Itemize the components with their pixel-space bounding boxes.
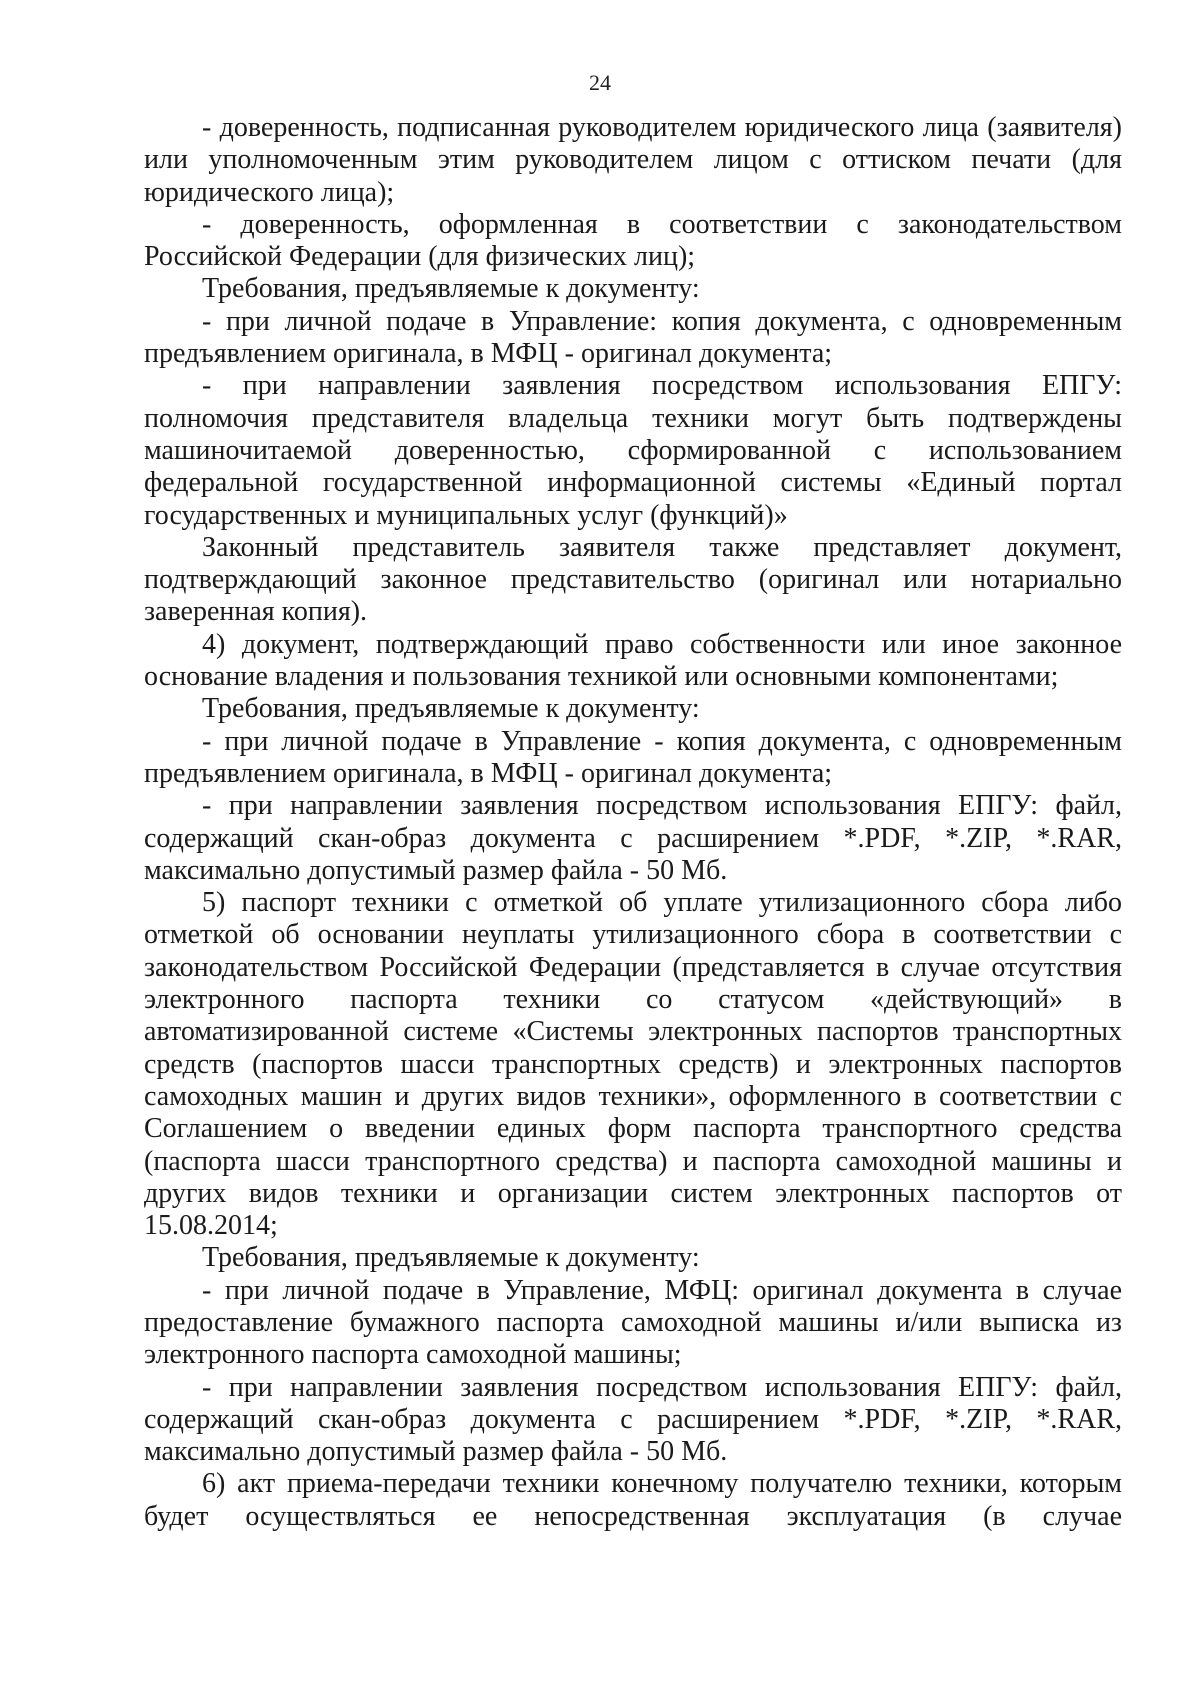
- paragraph-epgu-file-requirement: - при направлении заявления посредством использования ЕПГУ: файл, содержащий скан-образ документа с расширением *.PDF, *.ZIP, *.RAR, максимально допустимый размер файла - 50 Мб.: [144, 1371, 1122, 1468]
- paragraph-item-4-ownership-document: 4) документ, подтверждающий право собственности или иное законное основание владения и пользования техникой или основными компонентами;: [144, 628, 1122, 693]
- paragraph-requirements-heading: Требования, предъявляемые к документу:: [202, 1242, 700, 1274]
- paragraph-item-5-vehicle-passport: 5) паспорт техники с отметкой об уплате утилизационного сбора либо отметкой об основании неуплаты утилизационного сбора в соответствии с законодательством Российской Федерации (представляется в случае отсутствия электронного паспорта техники со статусом «действующий» в автоматизированной системе «Системы электронных паспортов транспортных средств (паспортов шасси транспортных средств) и электронных паспортов самоходных машин и других видов техники», оформленного в соответствии с Соглашением о введении единых форм паспорта транспортного средства (паспорта шасси транспортного средства) и паспорта самоходной машины и других видов техники и организации систем электронных паспортов от 15.08.2014;: [144, 887, 1122, 1242]
- paragraph-personal-submission-requirement: - при личной подаче в Управление, МФЦ: оригинал документа в случае предоставление бумажного паспорта самоходной машины и/или выписка из электронного паспорта самоходной машины;: [144, 1274, 1122, 1371]
- paragraph-legal-representative: Законный представитель заявителя также представляет документ, подтверждающий законное представительство (оригинал или нотариально заверенная копия).: [144, 531, 1122, 628]
- paragraph-requirements-heading: Требования, предъявляемые к документу:: [202, 693, 700, 725]
- paragraph-epgu-submission-requirement: - при направлении заявления посредством использования ЕПГУ: полномочия представителя владельца техники могут быть подтверждены машиночитаемой доверенностью, сформированной с использованием федеральной государственной информационной системы «Единый портал государственных и муниципальных услуг (функций)»: [144, 370, 1122, 531]
- paragraph-item-6-transfer-act: 6) акт приема-передачи техники конечному получателю техники, которым будет осуществляться ее непосредственная эксплуатация (в случае: [144, 1468, 1122, 1532]
- paragraph-requirements-heading: Требования, предъявляемые к документу:: [202, 273, 700, 305]
- document-body: [144, 112, 1122, 1533]
- paragraph-personal-submission-requirement: - при личной подаче в Управление: копия документа, с одновременным предъявлением оригинала, в МФЦ - оригинал документа;: [144, 305, 1122, 370]
- paragraph-personal-submission-requirement: - при личной подаче в Управление - копия документа, с одновременным предъявлением оригинала, в МФЦ - оригинал документа;: [144, 725, 1122, 789]
- page-number: 24: [589, 70, 611, 95]
- paragraph-power-of-attorney-individuals: - доверенность, оформленная в соответствии с законодательством Российской Федерации (для физических лиц);: [144, 208, 1122, 273]
- paragraph-epgu-file-requirement: - при направлении заявления посредством использования ЕПГУ: файл, содержащий скан-образ документа с расширением *.PDF, *.ZIP, *.RAR, максимально допустимый размер файла - 50 Мб.: [144, 790, 1122, 886]
- paragraph-power-of-attorney-legal-entity: - доверенность, подписанная руководителем юридического лица (заявителя) или уполномоченным этим руководителем лицом с оттиском печати (для юридического лица);: [144, 112, 1122, 208]
